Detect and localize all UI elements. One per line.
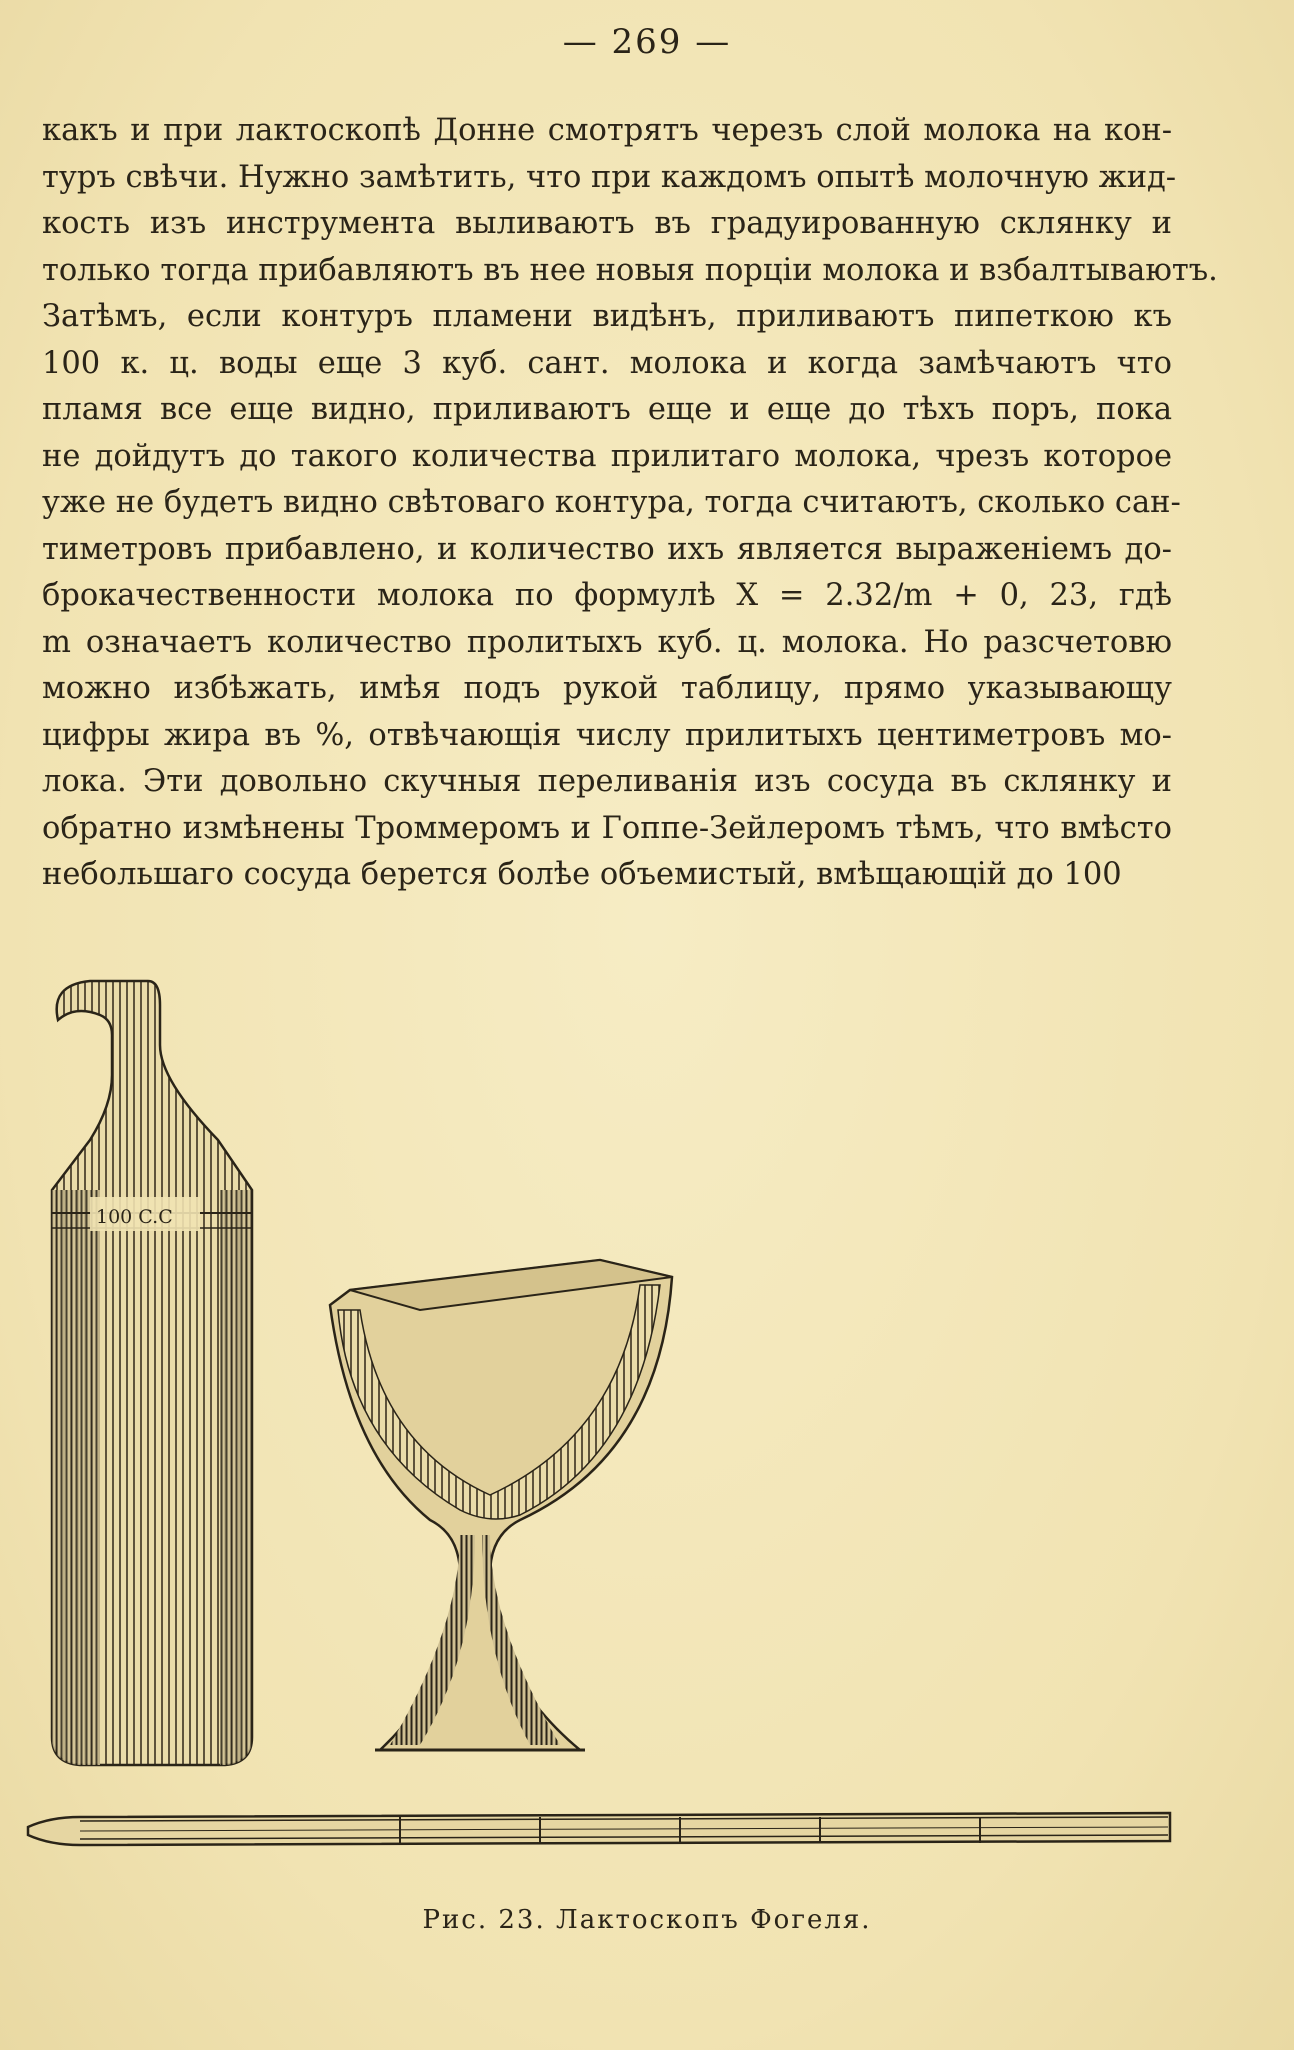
text-line: тиметровъ прибавлено, и количество ихъ является выраженіемъ до- bbox=[42, 531, 1172, 567]
glass-goblet bbox=[330, 1260, 672, 1750]
text-line: кость изъ инструмента выливаютъ въ градуированную склянку и bbox=[42, 206, 1172, 241]
measuring-tube bbox=[28, 1813, 1170, 1845]
text-line: m означаетъ количество пролитыхъ куб. ц. молока. Но разсчетовю bbox=[42, 624, 1172, 660]
text-line: пламя все еще видно, приливаютъ еще и еще до тѣхъ поръ, пока bbox=[42, 392, 1172, 427]
text-line: какъ и при лактоскопѣ Донне смотрятъ черезъ слой молока на кон- bbox=[42, 113, 1172, 148]
formula-line: брокачественности молока по формулѣ X = 2.32/m + 0, 23, гдѣ bbox=[42, 578, 1172, 613]
text-line: Затѣмъ, если контуръ пламени видѣнъ, приливаютъ пипеткою къ bbox=[42, 299, 1172, 334]
graduated-bottle bbox=[52, 981, 252, 1765]
text-line: не дойдутъ до такого количества прилитаго молока, чрезъ которое bbox=[42, 438, 1172, 474]
page-number: — 269 — bbox=[562, 22, 732, 62]
bottle-label: 100 C.C bbox=[96, 1206, 173, 1228]
text-line: обратно измѣнены Троммеромъ и Гоппе-Зейлеромъ тѣмъ, что вмѣсто bbox=[42, 810, 1172, 846]
text-line: только тогда прибавляютъ въ нее новыя порціи молока и взбалтываютъ. bbox=[42, 252, 1218, 288]
lactoscope-illustration bbox=[20, 975, 1180, 1875]
text-line: туръ свѣчи. Нужно замѣтить, что при каждомъ опытѣ молочную жид- bbox=[42, 159, 1177, 195]
text-line: лока. Эти довольно скучныя переливанія изъ сосуда въ склянку и bbox=[42, 764, 1172, 799]
text-line: небольшаго сосуда берется болѣе объемистый, вмѣщающій до 100 bbox=[42, 857, 1122, 892]
body-text bbox=[42, 108, 1218, 899]
figure-lactoscope bbox=[20, 975, 1180, 1875]
figure-caption: Рис. 23. Лактоскопъ Фогеля. bbox=[422, 1905, 872, 1935]
text-line: цифры жира въ %, отвѣчающія числу прилитыхъ центиметровъ мо- bbox=[42, 717, 1172, 753]
text-line: уже не будетъ видно свѣтоваго контура, тогда считаютъ, сколько сан- bbox=[42, 485, 1181, 520]
text-line: можно избѣжать, имѣя подъ рукой таблицу, прямо указывающу bbox=[42, 671, 1172, 706]
text-line: 100 к. ц. воды еще 3 куб. сант. молока и когда замѣчаютъ что bbox=[42, 345, 1172, 381]
